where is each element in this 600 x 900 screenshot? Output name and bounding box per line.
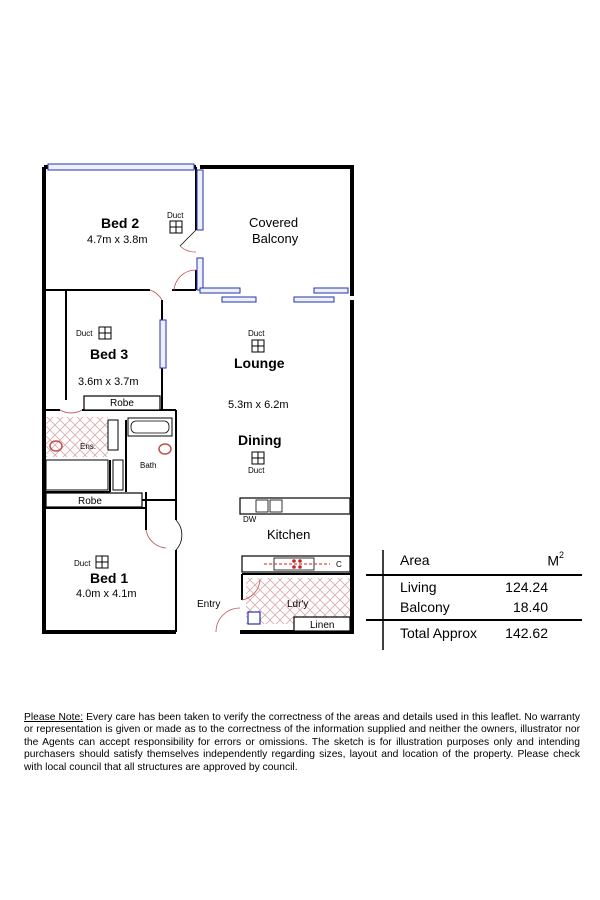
duct-symbols bbox=[96, 221, 264, 568]
linen-label: Linen bbox=[310, 620, 335, 631]
dishwasher-label: DW bbox=[243, 515, 257, 524]
bed2-dims: 4.7m x 3.8m bbox=[87, 234, 148, 246]
ensuite-label: Ens. bbox=[80, 442, 97, 451]
bed1-dims: 4.0m x 4.1m bbox=[76, 588, 137, 600]
area-unit: M bbox=[547, 552, 559, 569]
kitchen-name: Kitchen bbox=[267, 527, 311, 542]
robe-bed1-label: Robe bbox=[78, 496, 102, 507]
area-row-balcony-label: Balcony bbox=[400, 599, 450, 615]
bed1-name: Bed 1 bbox=[90, 570, 129, 586]
bath-basin bbox=[159, 444, 171, 454]
ensuite-vanity bbox=[108, 420, 118, 450]
bed3-duct-label: Duct bbox=[76, 329, 93, 338]
laundry-label: Ldr'y bbox=[287, 599, 309, 610]
lounge-duct-label: Duct bbox=[248, 329, 265, 338]
balcony-line1: Covered bbox=[249, 215, 299, 230]
area-total-label: Total Approx bbox=[400, 625, 478, 641]
area-unit-sup: 2 bbox=[558, 550, 564, 560]
laundry-trough bbox=[248, 612, 260, 624]
lounge-dims: 5.3m x 6.2m bbox=[228, 399, 289, 411]
shower-base bbox=[46, 460, 108, 490]
dining-name: Dining bbox=[238, 432, 282, 448]
note-title: Please Note: bbox=[24, 712, 84, 723]
disclaimer-note bbox=[24, 712, 580, 774]
robe-bed3-label: Robe bbox=[110, 398, 134, 409]
area-header-unit bbox=[547, 552, 564, 569]
bed3-dims: 3.6m x 3.7m bbox=[78, 376, 139, 388]
cooktop-c-label: C bbox=[336, 560, 342, 569]
lounge-name: Lounge bbox=[234, 355, 285, 371]
area-row-living-label: Living bbox=[400, 579, 437, 595]
bed2-name: Bed 2 bbox=[101, 215, 140, 231]
area-table bbox=[366, 548, 582, 650]
entry-label: Entry bbox=[197, 599, 221, 610]
area-header-label: Area bbox=[400, 552, 430, 568]
windows bbox=[48, 164, 348, 368]
bed2-duct-label: Duct bbox=[167, 211, 184, 220]
balcony-line2: Balcony bbox=[252, 231, 299, 246]
bed1-duct-label: Duct bbox=[74, 559, 91, 568]
bed3-name: Bed 3 bbox=[90, 346, 129, 362]
dining-duct-label: Duct bbox=[248, 466, 265, 475]
area-total-value: 142.62 bbox=[505, 625, 548, 641]
note-text: Every care has been taken to verify the correctness of the areas and details used in this leaflet. No warranty or representation is given or made as to the correctness of the information supplied and neither the owners, illustrator nor the Agents can accept responsibility for errors or omissions. The sketch is for illustration purposes only and intending purchasers should satisfy themselves independently regarding sizes, layout and location of the property. Please check with local council that all structures are approved by council. bbox=[24, 712, 580, 773]
bath-label: Bath bbox=[140, 461, 157, 470]
area-row-living-value: 124.24 bbox=[505, 579, 548, 595]
area-row-balcony-value: 18.40 bbox=[512, 599, 548, 615]
bath-vanity bbox=[113, 460, 123, 490]
